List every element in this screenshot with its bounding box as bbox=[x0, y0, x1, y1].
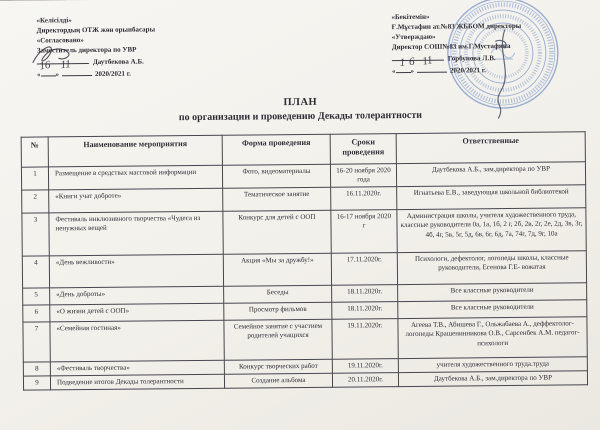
quote-close-left: » bbox=[55, 70, 60, 79]
cell-event-name: Подведение итогов Декады толерантности bbox=[50, 374, 224, 390]
cell-form: Беседы bbox=[224, 285, 332, 303]
day-blank-left bbox=[40, 67, 55, 76]
page-title: ПЛАН bbox=[283, 96, 318, 109]
col-header-form: Форма проведения bbox=[222, 134, 330, 165]
approval-block-right bbox=[391, 10, 597, 76]
cell-date: 20.11.2020г. bbox=[332, 373, 398, 388]
signature-blank-right bbox=[392, 52, 444, 61]
cell-responsible: учителя художественного труда.труда bbox=[398, 357, 587, 373]
approval-right-line1: «Бекітемін» bbox=[391, 12, 430, 22]
cell-date: 19.11.2020г. bbox=[332, 359, 398, 374]
cell-form: Фото, видеоматериалы bbox=[222, 164, 330, 188]
cell-event-name: «Семейная гостиная» bbox=[50, 320, 224, 362]
cell-form: Тематическое занятие bbox=[223, 187, 331, 211]
plan-table bbox=[21, 131, 588, 390]
handwritten-day-left: 16 bbox=[38, 58, 52, 73]
handwritten-month-left: 11 bbox=[59, 58, 72, 72]
cell-event-name: «О жизни детей с ООП» bbox=[50, 303, 224, 322]
cell-date: 16.11.2020г. bbox=[331, 187, 397, 211]
handwritten-day-right: 16 bbox=[399, 55, 420, 70]
cell-date: 19.11.2020г. bbox=[332, 319, 398, 360]
day-blank-right bbox=[395, 64, 410, 73]
cell-responsible: Все классные руководители bbox=[398, 283, 587, 302]
cell-form: Конкурс для детей с ООП bbox=[223, 210, 331, 254]
date-row-right bbox=[392, 62, 597, 76]
cell-responsible: Психологи, дефектолог, логопеды школы, классные руководители, Есенова Г.Е- вожатая bbox=[397, 251, 586, 285]
cell-number: 7 bbox=[23, 322, 50, 362]
cell-event-name: «Книги учат доброте» bbox=[49, 188, 223, 213]
cell-responsible: Администрация школы, учителя художественного труда, классные руководители 0а, 1а, 1б, 2 г, 2б, 2в, 2г, 2е, 2д, 3в, 3г, 4б, 4г, 5в, 5г, 5д, 6в, 6г, 6д, 7а, 74г, 7д, 9г, 10а bbox=[397, 208, 586, 253]
date-row-left bbox=[37, 66, 247, 80]
cell-date: 16-20 ноября 2020 года bbox=[330, 164, 396, 188]
col-header-number: № bbox=[21, 137, 48, 167]
approval-left-line4: Заместитель директора по УВР bbox=[36, 45, 137, 55]
signatory-name-right: Горбунова Л.В. bbox=[447, 54, 496, 63]
cell-number: 5 bbox=[23, 288, 50, 305]
approval-left-line1: «Келісілді» bbox=[36, 16, 72, 25]
signature-blank-left bbox=[37, 55, 89, 64]
cell-event-name: «День вежливости» bbox=[49, 254, 223, 288]
cell-number: 1 bbox=[21, 167, 48, 190]
table-row bbox=[22, 208, 586, 256]
col-header-event: Наименование мероприятия bbox=[48, 135, 222, 167]
approval-right-line4: Директор СОШ№83 им.Г.Мустафина bbox=[391, 41, 511, 52]
page-subtitle: по организации и проведению Декады толерантности bbox=[178, 109, 423, 124]
cell-form: Просмотр фильмов bbox=[224, 302, 332, 320]
cell-responsible: Все классные руководители bbox=[398, 300, 587, 319]
handwritten-month-right: 11 bbox=[421, 54, 434, 68]
cell-date: 16-17 ноября 2020 г bbox=[331, 210, 397, 254]
cell-date: 18.11.2020г. bbox=[332, 302, 398, 320]
approval-block-left bbox=[36, 14, 247, 80]
month-blank-left bbox=[62, 67, 92, 76]
cell-event-name: «День доброты» bbox=[50, 286, 224, 305]
cell-event-name: Фестиваль инклюзивного творчества «Чудеса из ненужных вещей bbox=[49, 211, 223, 256]
table-row bbox=[22, 251, 586, 288]
signatory-name-left: Даутбекова А.Б. bbox=[92, 57, 144, 66]
cell-responsible: Агеева Т.В., Абишева Г., Ольжабаева А., деффектолог-логопеды Крашенинникова О.В., Сарсенбек А.М. педагог-психологи bbox=[398, 317, 587, 359]
approval-right-line3: «Утверждаю» bbox=[391, 32, 436, 42]
cell-number: 4 bbox=[22, 256, 49, 288]
year-text-left: 2020/2021 г. bbox=[94, 69, 131, 78]
approval-left-line2: Директордың ОТЖ жөн орынбасары bbox=[36, 25, 156, 35]
cell-number: 6 bbox=[23, 305, 50, 322]
cell-form: Семейное занятие с участием родителей учащихся bbox=[224, 319, 332, 360]
cell-date: 18.11.2020г. bbox=[332, 285, 398, 303]
table-body bbox=[21, 162, 587, 390]
cell-responsible: Игнатьева Е.В., заведующая школьной библиотекой bbox=[397, 185, 586, 210]
approval-right-line2: Ғ.Мұстафин ат.№83 ЖББОМ директоры bbox=[391, 21, 522, 32]
cell-event-name: «Фестиваль творчества» bbox=[50, 360, 224, 376]
quote-close-right: » bbox=[410, 66, 415, 75]
cell-number: 3 bbox=[22, 213, 49, 256]
title-block bbox=[0, 94, 600, 125]
col-header-responsible: Ответственные bbox=[396, 132, 585, 164]
cell-date: 17.11.2020г. bbox=[331, 253, 397, 286]
cell-form: Акция «Мы за дружбу!» bbox=[223, 253, 331, 286]
quote-open-right: « bbox=[391, 67, 396, 76]
month-blank-right bbox=[417, 64, 447, 73]
year-text-right: 2020/2021 г. bbox=[449, 66, 486, 75]
cell-form: Конкурс творческих работ bbox=[224, 359, 332, 374]
table-row bbox=[23, 317, 587, 362]
cell-number: 8 bbox=[23, 362, 50, 376]
cell-event-name: Размещение в средствах массовой информации bbox=[48, 165, 222, 190]
cell-responsible: Даутбекова А.Б., зам.директора по УВР bbox=[396, 162, 585, 187]
col-header-dates: Сроки проведения bbox=[330, 134, 396, 165]
quote-open-left: « bbox=[37, 70, 41, 79]
cell-responsible: Даутбекова А.Б., зам.директора по УВР bbox=[398, 371, 587, 387]
cell-number: 2 bbox=[22, 190, 49, 213]
cell-form: Создание альбома bbox=[224, 373, 332, 388]
approval-left-line3: «Согласовано» bbox=[36, 36, 84, 45]
cell-number: 9 bbox=[23, 376, 50, 390]
